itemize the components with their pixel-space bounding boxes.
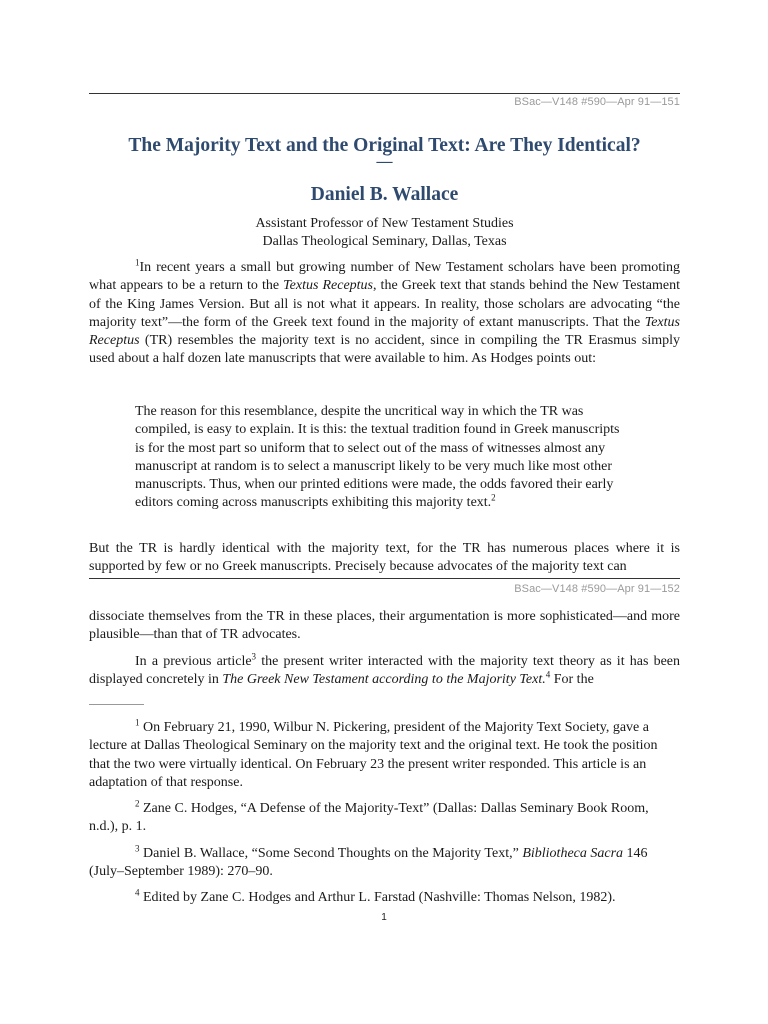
- paragraph-dissociate: dissociate themselves from the TR in these places, their argumentation is more sophisticated—and more plausible—than that of TR advocates.: [89, 609, 680, 643]
- footnote-3: [89, 845, 680, 882]
- running-header-page-151: BSac—V148 #590—Apr 91—151: [514, 96, 680, 108]
- para-text: the present writer interacted with the majority text theory as it has been displayed concretely in: [89, 654, 680, 688]
- page-break-rule: [89, 578, 680, 579]
- footnote-1: [89, 719, 680, 792]
- author-name: Daniel B. Wallace: [310, 184, 459, 205]
- block-quote-hodges: [135, 403, 625, 513]
- running-header-page-152: BSac—V148 #590—Apr 91—152: [514, 583, 680, 595]
- paragraph-tr-not-identical: But the TR is hardly identical with the majority text, for the TR has numerous places where it is supported by few or no Greek manuscripts. Precisely because advocates of the majority text can: [89, 541, 680, 575]
- italic-title: Textus Receptus: [89, 314, 680, 349]
- italic-title: Textus Receptus: [283, 278, 373, 294]
- footnote-ref-3: 3: [251, 651, 257, 662]
- para-text: In recent years a small but growing number of New Testament scholars have been promoting what appears to be a return to the: [89, 260, 680, 294]
- footnote-text: Edited by Zane C. Hodges and Arthur L. Farstad (Nashville: Thomas Nelson, 1982).: [139, 890, 616, 905]
- paragraph-intro: [89, 259, 680, 369]
- italic-title: Bibliotheca Sacra: [522, 846, 624, 861]
- italic-title: The Greek New Testament according to the Majority Text.: [222, 672, 546, 688]
- footnote-number: 2: [135, 798, 140, 809]
- footnote-separator: [89, 704, 144, 705]
- footnote-number: 1: [135, 717, 140, 728]
- para-text: (TR) resembles the majority text is no accident, since in compiling the TR Erasmus simply used about a half dozen late manuscripts that were available to him. As Hodges points out:: [89, 333, 680, 367]
- quote-text: The reason for this resemblance, despite the uncritical way in which the TR was compiled, is easy to explain. It is this: the textual tradition found in Greek manuscripts is for the most part so uniform that to select out of the mass of witnesses almost any manuscript at random is to select a manuscript likely to be very much like most other manuscripts. Thus, when our printed editions were made, the odds favored their early editors coming across manuscripts exhibiting this majority text.: [135, 404, 620, 511]
- footnote-ref-2: 2: [491, 492, 496, 503]
- paragraph-previous-article: [89, 653, 680, 690]
- header-rule-top: [89, 93, 680, 94]
- para-text: For the: [550, 672, 594, 688]
- footnote-text: Daniel B. Wallace, “Some Second Thoughts on the Majority Text,”: [139, 846, 523, 861]
- footnote-text: Zane C. Hodges, “A Defense of the Majority-Text” (Dallas: Dallas Seminary Book Room, n.d.), p. 1.: [89, 801, 649, 835]
- affiliation-line-1: Assistant Professor of New Testament Studies: [255, 216, 514, 231]
- page-number: 1: [381, 912, 387, 923]
- para-text: , the Greek text that stands behind the New Testament of the King James Version. But all is not what it appears. In reality, those scholars are advocating “the majority text”—the form of the Greek text found in the majority of extant manuscripts. That the: [89, 278, 680, 330]
- footnote-ref-4: 4: [545, 669, 551, 680]
- affiliation-line-2: Dallas Theological Seminary, Dallas, Texas: [262, 234, 507, 249]
- footnote-4: [89, 889, 680, 907]
- article-title: The Majority Text and the Original Text: Are They Identical?: [128, 135, 641, 156]
- footnote-2: [89, 800, 680, 837]
- footnote-number: 4: [135, 887, 140, 898]
- footnote-number: 3: [135, 843, 140, 854]
- footnote-text: 146 (July–September 1989): 270–90.: [89, 846, 648, 880]
- title-dash: —: [376, 153, 393, 170]
- footnote-ref-1: 1: [135, 257, 140, 268]
- footnote-text: On February 21, 1990, Wilbur N. Pickering, president of the Majority Text Society, gave a lecture at Dallas Theological Seminary on the majority text and the original text. He took the position that the two were virtually identical. On February 23 the present writer responded. This article is an adaptation of that response.: [89, 720, 658, 790]
- para-text: In a previous article: [135, 654, 252, 669]
